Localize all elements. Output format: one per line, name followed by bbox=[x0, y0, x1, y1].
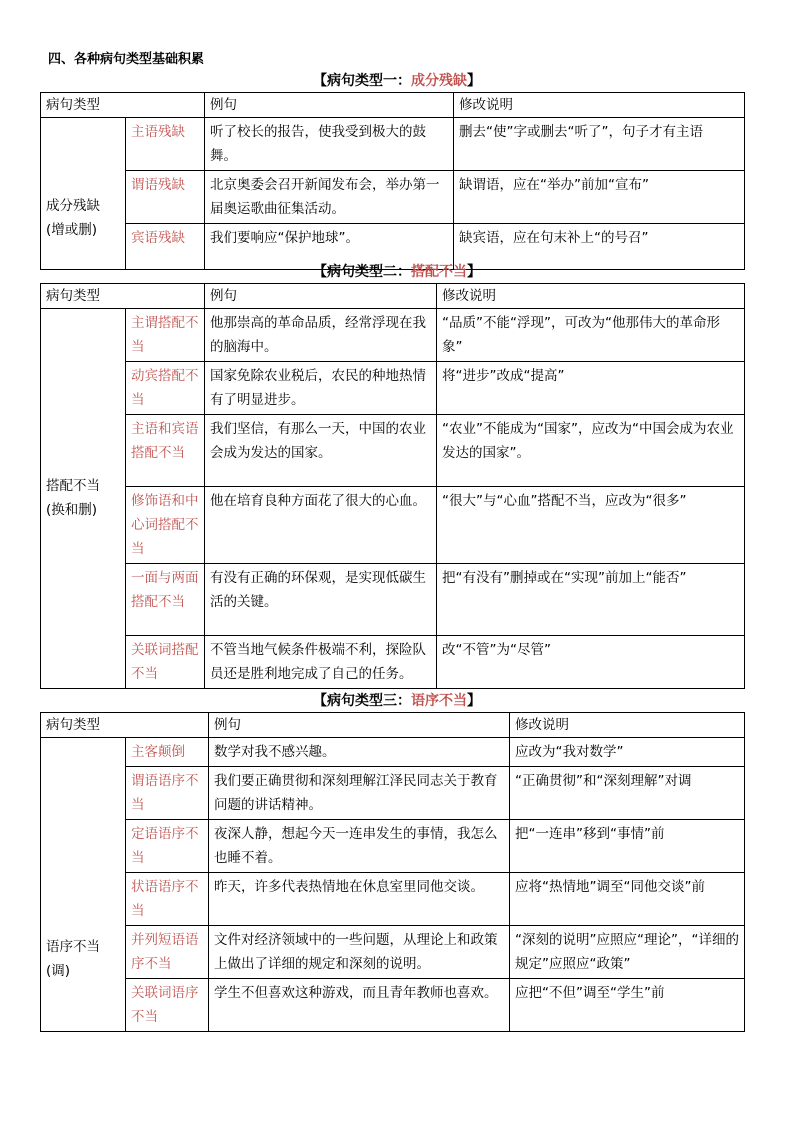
fix-cell: 将“进步”改成“提高” bbox=[437, 362, 745, 415]
subtype-cell: 谓语残缺 bbox=[126, 171, 205, 224]
example-cell: 我们坚信，有那么一天，中国的农业会成为发达的国家。 bbox=[205, 415, 437, 487]
table-row bbox=[41, 362, 745, 415]
subtype-cell: 修饰语和中心词搭配不当 bbox=[126, 487, 205, 564]
table-row bbox=[41, 738, 745, 767]
table-row bbox=[41, 820, 745, 873]
example-cell: 文件对经济领域中的一些问题，从理论上和政策上做出了详细的规定和深刻的说明。 bbox=[209, 926, 510, 979]
example-cell: 我们要响应“保护地球”。 bbox=[205, 224, 454, 270]
fix-cell: 应将“热情地”调至“同他交谈”前 bbox=[510, 873, 745, 926]
example-cell: 我们要正确贯彻和深刻理解江泽民同志关于教育问题的讲话精神。 bbox=[209, 767, 510, 820]
section-heading: 四、各种病句类型基础积累 bbox=[48, 52, 205, 67]
table-row bbox=[41, 487, 745, 564]
subtype-cell: 关联词搭配不当 bbox=[126, 636, 205, 689]
subtype-cell: 主语和宾语搭配不当 bbox=[126, 415, 205, 487]
example-cell: 国家免除农业税后，农民的种地热情有了明显进步。 bbox=[205, 362, 437, 415]
example-cell: 听了校长的报告，使我受到极大的鼓舞。 bbox=[205, 118, 454, 171]
subtype-cell: 关联词语序不当 bbox=[126, 979, 209, 1032]
sentence-error-table-3 bbox=[40, 712, 745, 1032]
table-row bbox=[41, 564, 745, 636]
table-row bbox=[41, 926, 745, 979]
subtype-cell: 谓语语序不当 bbox=[126, 767, 209, 820]
fix-cell: “正确贯彻”和“深刻理解”对调 bbox=[510, 767, 745, 820]
subtype-cell: 一面与两面搭配不当 bbox=[126, 564, 205, 636]
example-cell: 他在培育良种方面花了很大的心血。 bbox=[205, 487, 437, 564]
example-cell: 夜深人静，想起今天一连串发生的事情，我怎么也睡不着。 bbox=[209, 820, 510, 873]
table-header-row bbox=[41, 284, 745, 309]
table-row bbox=[41, 415, 745, 487]
table-row bbox=[41, 873, 745, 926]
example-cell: 不管当地气候条件极端不利，探险队员还是胜利地完成了自己的任务。 bbox=[205, 636, 437, 689]
header-type: 病句类型 bbox=[41, 713, 209, 738]
category-cell bbox=[41, 309, 126, 689]
subtype-cell: 状语语序不当 bbox=[126, 873, 209, 926]
fix-cell: “深刻的说明”应照应“理论”，“详细的规定”应照应“政策” bbox=[510, 926, 745, 979]
category-label: 语序不当 bbox=[46, 938, 100, 955]
fix-cell: “品质”不能“浮现”，可改为“他那伟大的革命形象” bbox=[437, 309, 745, 362]
example-cell: 昨天，许多代表热情地在休息室里同他交谈。 bbox=[209, 873, 510, 926]
table-row bbox=[41, 171, 745, 224]
header-example: 例句 bbox=[205, 284, 437, 309]
fix-cell: 改“不管”为“尽管” bbox=[437, 636, 745, 689]
category-label: 成分残缺 bbox=[46, 197, 100, 214]
table-title: 【病句类型三：语序不当】 bbox=[313, 693, 481, 709]
fix-cell: “很大”与“心血”搭配不当，应改为“很多” bbox=[437, 487, 745, 564]
header-example: 例句 bbox=[205, 93, 454, 118]
subtype-cell: 动宾搭配不当 bbox=[126, 362, 205, 415]
example-cell: 学生不但喜欢这种游戏，而且青年教师也喜欢。 bbox=[209, 979, 510, 1032]
table-row bbox=[41, 636, 745, 689]
fix-cell: 缺宾语，应在句末补上“的号召” bbox=[454, 224, 745, 270]
fix-cell: 把“一连串”移到“事情”前 bbox=[510, 820, 745, 873]
table-row bbox=[41, 309, 745, 362]
example-cell: 数学对我不感兴趣。 bbox=[209, 738, 510, 767]
header-fix: 修改说明 bbox=[510, 713, 745, 738]
subtype-cell: 主客颠倒 bbox=[126, 738, 209, 767]
table-header-row bbox=[41, 713, 745, 738]
table-title: 【病句类型二：搭配不当】 bbox=[313, 264, 481, 280]
example-cell: 有没有正确的环保观，是实现低碳生活的关键。 bbox=[205, 564, 437, 636]
fix-cell: 缺谓语，应在“举办”前加“宣布” bbox=[454, 171, 745, 224]
subtype-cell: 定语语序不当 bbox=[126, 820, 209, 873]
table-row bbox=[41, 767, 745, 820]
example-cell: 他那崇高的革命品质，经常浮现在我的脑海中。 bbox=[205, 309, 437, 362]
fix-cell: 把“有没有”删掉或在“实现”前加上“能否” bbox=[437, 564, 745, 636]
subtype-cell: 宾语残缺 bbox=[126, 224, 205, 270]
table-row bbox=[41, 118, 745, 171]
header-type: 病句类型 bbox=[41, 284, 205, 309]
table-row bbox=[41, 979, 745, 1032]
table-header-row bbox=[41, 93, 745, 118]
sentence-error-table-1 bbox=[40, 92, 745, 270]
category-note: (换和删) bbox=[46, 501, 98, 518]
table-title: 【病句类型一：成分残缺】 bbox=[313, 73, 481, 89]
fix-cell: “农业”不能成为“国家”，应改为“中国会成为农业发达的国家”。 bbox=[437, 415, 745, 487]
fix-cell: 应把“不但”调至“学生”前 bbox=[510, 979, 745, 1032]
sentence-error-table-2 bbox=[40, 283, 745, 689]
fix-cell: 删去“使”字或删去“听了”，句子才有主语 bbox=[454, 118, 745, 171]
header-fix: 修改说明 bbox=[454, 93, 745, 118]
header-type: 病句类型 bbox=[41, 93, 205, 118]
category-note: (增或删) bbox=[46, 221, 98, 238]
header-fix: 修改说明 bbox=[437, 284, 745, 309]
category-note: (调) bbox=[46, 962, 71, 979]
subtype-cell: 并列短语语序不当 bbox=[126, 926, 209, 979]
subtype-cell: 主语残缺 bbox=[126, 118, 205, 171]
category-cell bbox=[41, 118, 126, 270]
category-cell bbox=[41, 738, 126, 1032]
category-label: 搭配不当 bbox=[46, 477, 100, 494]
header-example: 例句 bbox=[209, 713, 510, 738]
fix-cell: 应改为“我对数学” bbox=[510, 738, 745, 767]
example-cell: 北京奥委会召开新闻发布会，举办第一届奥运歌曲征集活动。 bbox=[205, 171, 454, 224]
subtype-cell: 主谓搭配不当 bbox=[126, 309, 205, 362]
